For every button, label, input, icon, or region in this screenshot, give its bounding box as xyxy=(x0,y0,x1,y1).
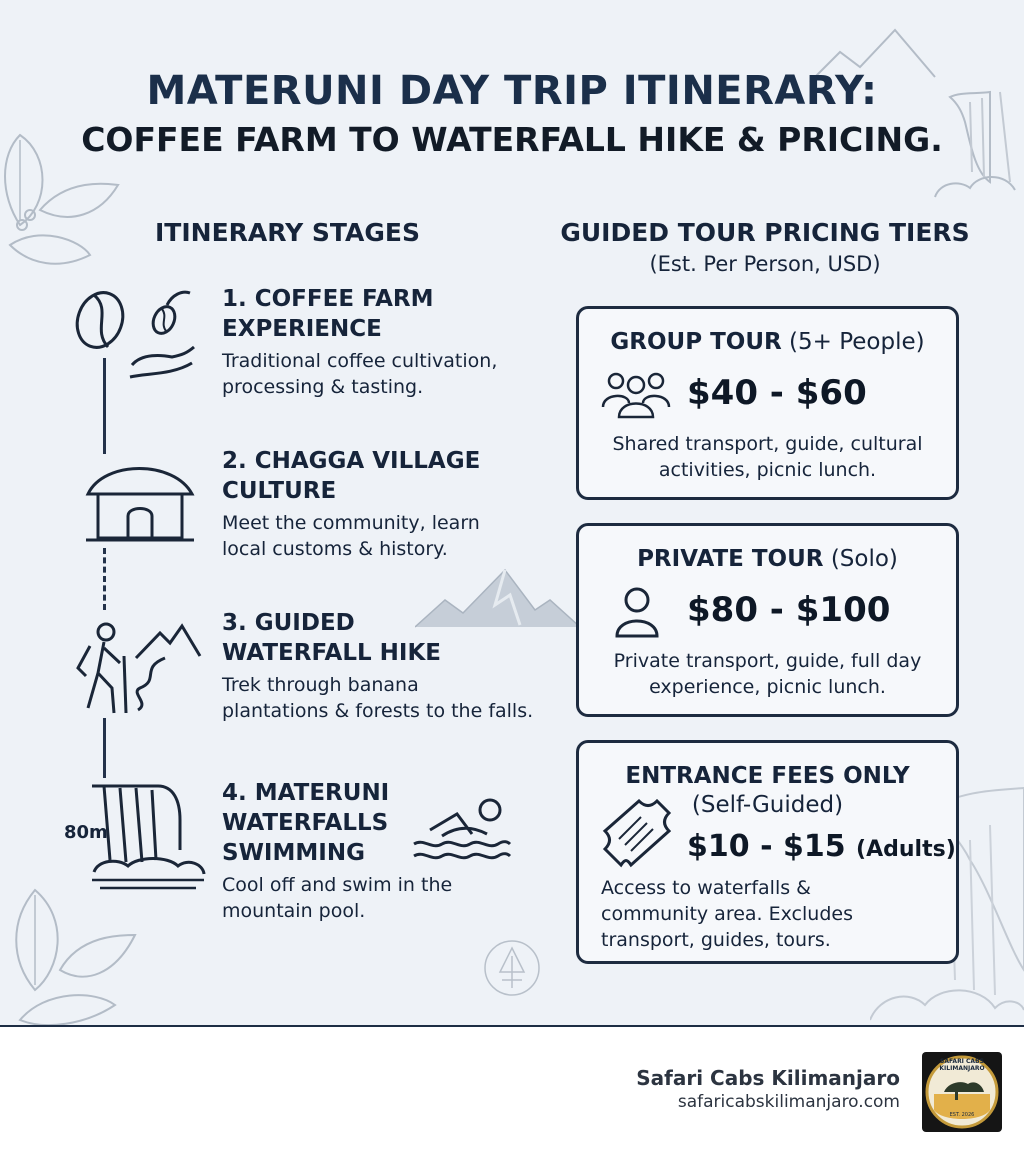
card-title xyxy=(579,329,956,355)
pricing-subheading: (Est. Per Person, USD) xyxy=(649,252,881,276)
brand-name: Safari Cabs Kilimanjaro xyxy=(636,1066,900,1090)
tier-qualifier: (Self-Guided) xyxy=(691,792,844,818)
tier-price: $10 - $15 xyxy=(687,829,846,864)
tier-description: Private transport, guide, full day experience, picnic lunch. xyxy=(613,650,922,698)
brand-logo xyxy=(922,1052,1002,1132)
tier-price-note: (Adults) xyxy=(856,837,956,862)
tier-qualifier: (Solo) xyxy=(830,546,898,572)
itinerary-heading: ITINERARY STAGES xyxy=(154,218,420,247)
stage-3-description: Trek through banana plantations & forests to the falls. xyxy=(222,674,534,722)
group-icon xyxy=(601,367,671,419)
timeline-connector xyxy=(103,548,106,610)
stage-2-title: 2. CHAGGA VILLAGE CULTURE xyxy=(222,448,481,504)
stage-4-description: Cool off and swim in the mountain pool. xyxy=(222,874,453,922)
tier-name: ENTRANCE FEES ONLY xyxy=(625,763,910,789)
tier-description: Shared transport, guide, cultural activities, picnic lunch. xyxy=(612,433,923,481)
brand-url: safaricabskilimanjaro.com xyxy=(677,1092,900,1112)
person-icon xyxy=(613,586,661,638)
ticket-icon xyxy=(601,799,671,869)
tier-name: PRIVATE TOUR xyxy=(637,546,824,572)
stage-1-description: Traditional coffee cultivation, processing & tasting. xyxy=(222,350,498,398)
waterfall-icon xyxy=(88,780,208,892)
emblem-deco-bottom-center xyxy=(482,938,542,998)
pricing-heading: GUIDED TOUR PRICING TIERS xyxy=(560,218,970,247)
stage-1-title: 1. COFFEE FARM EXPERIENCE xyxy=(222,286,434,342)
waterfall-height-label: 80m xyxy=(64,822,108,843)
stage-3-title: 3. GUIDED WATERFALL HIKE xyxy=(222,610,441,666)
swimmer-icon xyxy=(412,796,512,864)
tier-price: $80 - $100 xyxy=(687,590,891,630)
main-subtitle: COFFEE FARM TO WATERFALL HIKE & PRICING. xyxy=(81,120,943,159)
tier-qualifier: (5+ People) xyxy=(789,329,925,355)
main-title: MATERUNI DAY TRIP ITINERARY: xyxy=(146,68,878,114)
pricing-card-private xyxy=(576,523,959,717)
pricing-card-group xyxy=(576,306,959,500)
coffee-bean-hand-icon xyxy=(72,285,202,385)
tier-description: Access to waterfalls & community area. Excludes transport, guides, tours. xyxy=(601,877,853,951)
leaf-deco-bottom-left xyxy=(0,880,150,1025)
hut-icon xyxy=(84,450,196,542)
pricing-card-entrance xyxy=(576,740,959,964)
tier-price-wrap xyxy=(687,829,956,864)
hiker-mountain-icon xyxy=(70,618,205,718)
tier-price: $40 - $60 xyxy=(687,373,867,413)
logo-est: EST. 2026 xyxy=(949,1112,975,1118)
footer xyxy=(0,1025,1024,1156)
card-title xyxy=(579,546,956,572)
stage-4-title: 4. MATERUNI WATERFALLS SWIMMING xyxy=(222,780,390,866)
tier-name: GROUP TOUR xyxy=(610,329,782,355)
timeline-connector xyxy=(103,718,106,778)
logo-text: SAFARI CABS KILIMANJARO xyxy=(939,1058,985,1072)
stage-2-description: Meet the community, learn local customs & history. xyxy=(222,512,480,560)
